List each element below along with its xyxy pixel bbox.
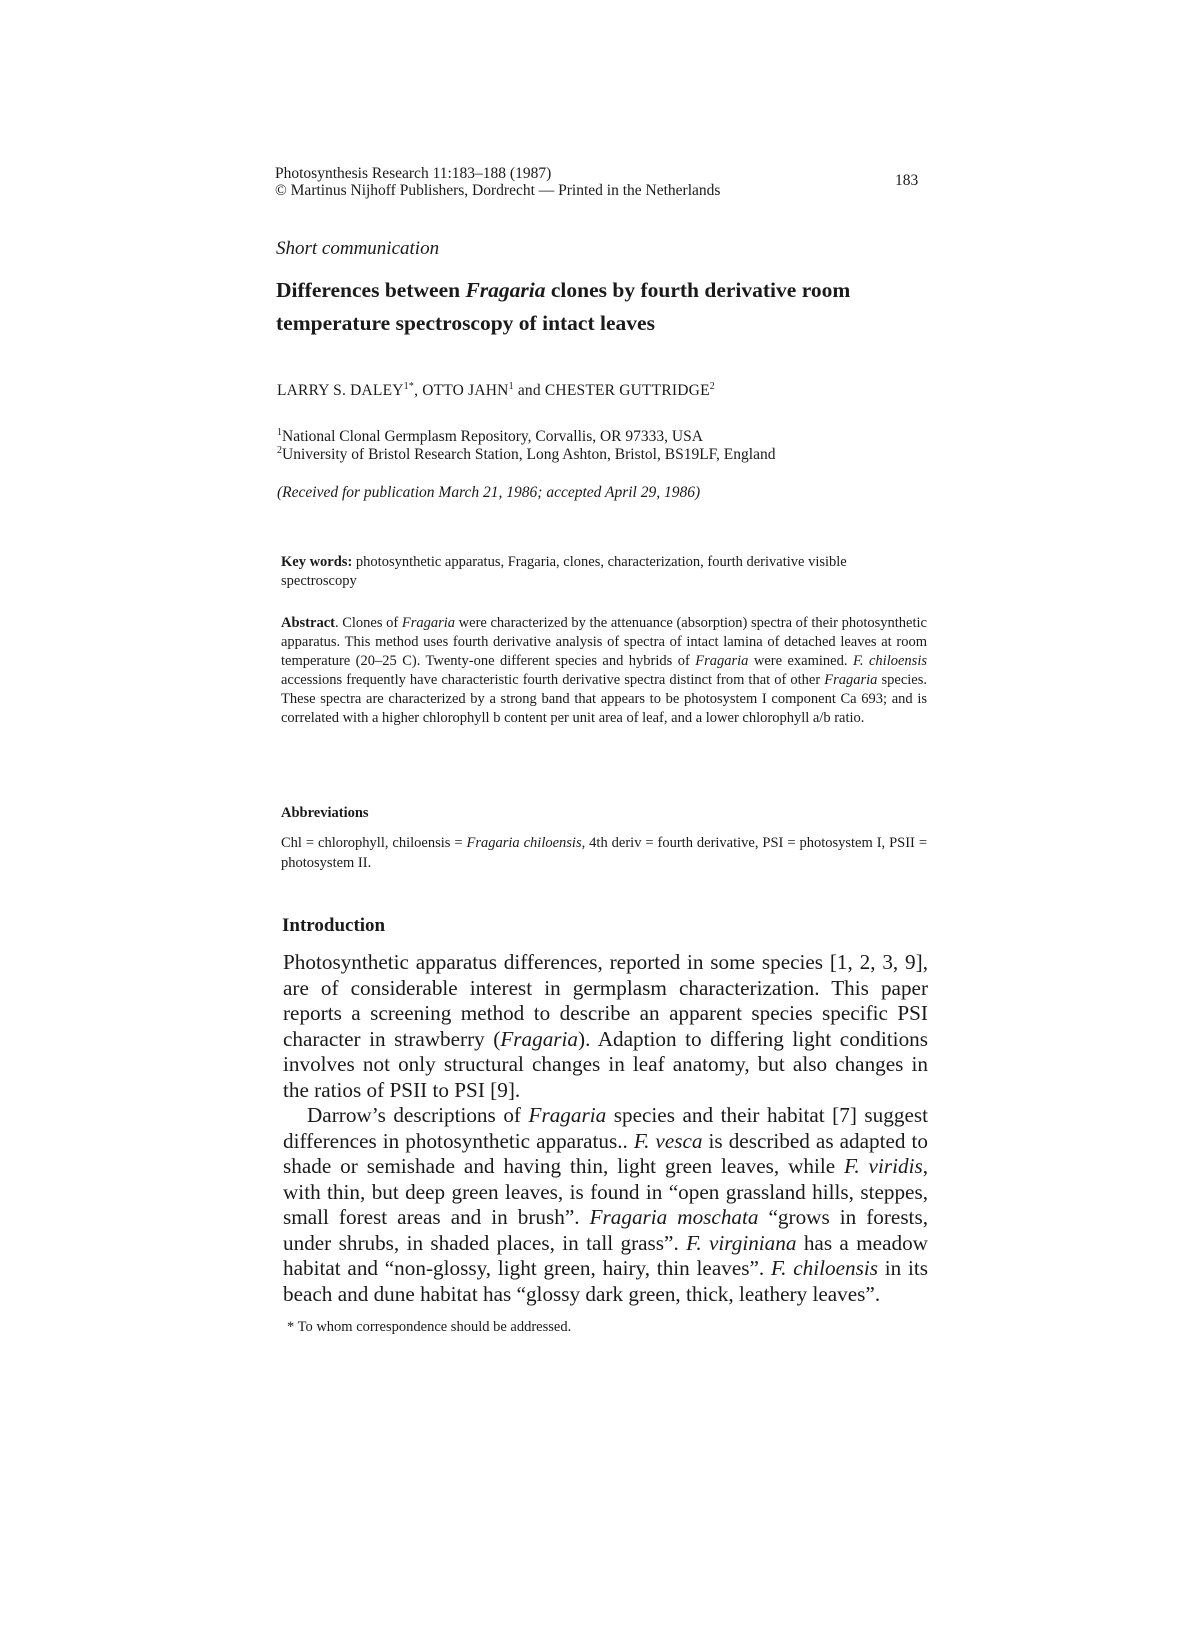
intro-paragraph-1: Photosynthetic apparatus differences, reported in some species [1, 2, 3, 9], are of considerable interest in germplasm characterization. This paper reports a screening method to describe an apparent species specific PSI character in strawberry (Fragaria). Adaption to differing light conditions involves not only structural changes in leaf anatomy, but also changes in the ratios of PSII to PSI [9]. — [283, 950, 928, 1102]
abbreviations-list: Chl = chlorophyll, chiloensis = Fragaria chiloensis, 4th deriv = fourth derivative, PSI = photosystem I, PSII = photosystem II. — [281, 835, 927, 871]
intro-paragraph-2: Darrow’s descriptions of Fragaria species and their habitat [7] suggest differences in photosynthetic apparatus.. F. vesca is described as adapted to shade or semishade and having thin, light green leaves, while F. viridis, with thin, but deep green leaves, is found in “open grassland hills, steppes, small forest areas and in brush”. Fragaria moschata “grows in forests, under shrubs, in shaded places, in tall grass”. F. virginiana has a meadow habitat and “non-glossy, light green, hairy, thin leaves”. F. chiloensis in its beach and dune habitat has “glossy dark green, thick, leathery leaves”. — [283, 1103, 929, 1306]
article-title: Differences between Fragaria clones by fourth derivative room temperature spectroscopy of intact leaves — [276, 278, 851, 335]
footnote: * To whom correspondence should be addressed. — [287, 1319, 572, 1335]
journal-citation: Photosynthesis Research 11:183–188 (1987) — [275, 165, 552, 182]
section-label: Short communication — [276, 238, 440, 259]
introduction-body — [283, 950, 928, 1307]
publisher-line: © Martinus Nijhoff Publishers, Dordrecht — Printed in the Netherlands — [275, 182, 721, 199]
author-list: LARRY S. $DALEY^{1*}$, OTTO JAHN$^1$ and CHESTER GUTTRIDGE$^2$ — [277, 381, 715, 400]
affiliation-1: $^1$National Clonal Germplasm Repository, Corvallis, OR 97333, USA — [277, 427, 703, 446]
introduction-heading: Introduction — [282, 915, 386, 936]
page-number: 183 — [895, 172, 919, 189]
received-dates: (Received for publication March 21, 1986; accepted April 29, 1986) — [277, 484, 701, 501]
keywords: Key words: photosynthetic apparatus, Fragaria, clones, characterization, fourth derivative visible spectroscopy — [281, 554, 847, 589]
abbreviations-heading: Abbreviations — [281, 805, 369, 821]
affiliation-2: $^2$University of Bristol Research Station, Long Ashton, Bristol, BS19LF, England — [277, 445, 776, 464]
abstract: Abstract. Clones of Fragaria were characterized by the attenuance (absorption) spectra of their photosynthetic apparatus. This method uses fourth derivative analysis of spectra of intact lamina of detached leaves at room temperature (20–25 C). Twenty-one different species and hybrids of Fragaria were examined. F. chiloensis accessions frequently have characteristic fourth derivative spectra distinct from that of other Fragaria species. These spectra are characterized by a strong band that appears to be photosystem I component Ca 693; and is correlated with a higher chlorophyll b content per unit area of leaf, and a lower chlorophyll a/b ratio. — [281, 615, 927, 726]
